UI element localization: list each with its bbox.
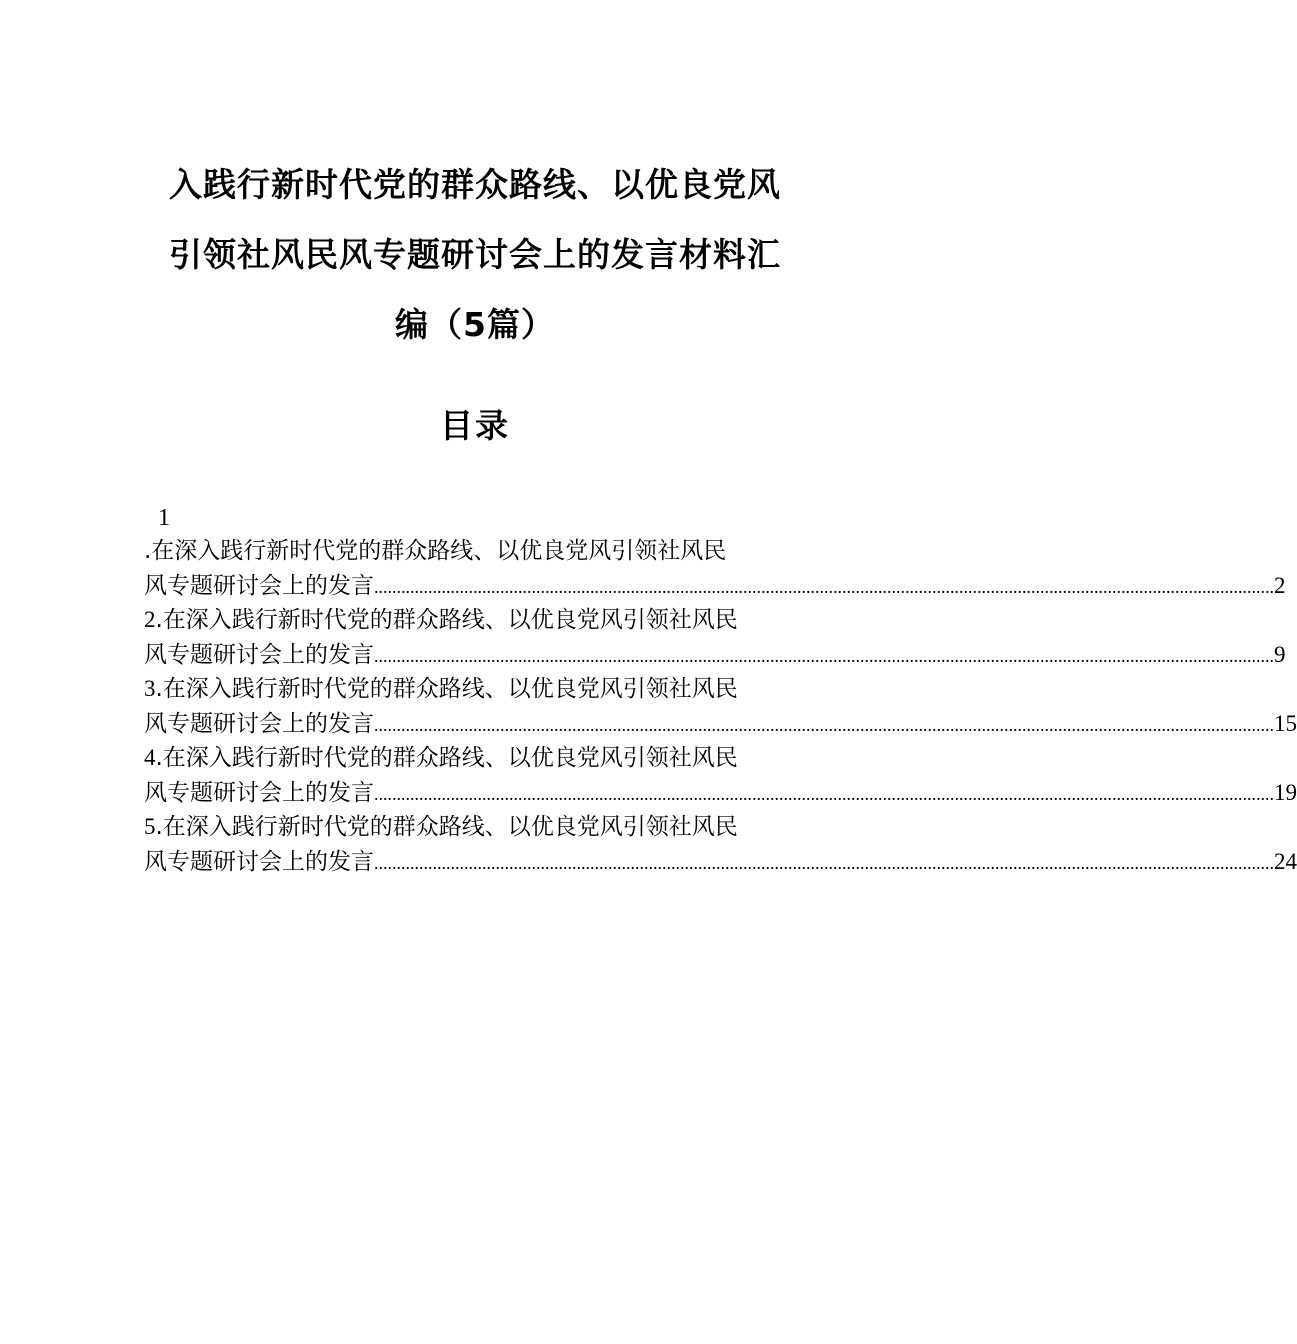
toc-entry-4-leader: ........................................................................................................................................................................................................ — [374, 783, 1274, 804]
toc-entry-5-line2 — [144, 845, 1297, 880]
toc-entry-5[interactable] — [144, 810, 1297, 879]
toc-entry-2-leader: ........................................................................................................................................................................................................ — [374, 645, 1274, 666]
toc-entry-3-number: 3 — [144, 676, 156, 701]
toc-entry-1-title: .在深入践行新时代党的群众路线、以优良党风引领社风民 — [144, 538, 727, 564]
toc-entry-2-line1 — [144, 603, 806, 638]
toc-entry-4-line2 — [144, 776, 1297, 811]
toc-entry-4-number: 4 — [144, 745, 156, 770]
toc-entry-3-page: 15 — [1274, 710, 1297, 736]
toc-entry-2[interactable] — [144, 603, 1286, 672]
toc-entry-1-line2 — [144, 569, 1286, 604]
toc-entry-1-leader: ........................................................................................................................................................................................................ — [374, 576, 1274, 597]
toc-entry-5-number: 5 — [144, 814, 156, 839]
toc-entry-4-page: 19 — [1274, 779, 1297, 805]
toc-entry-2-number: 2 — [144, 607, 156, 632]
toc-entry-3-leader: ........................................................................................................................................................................................................ — [374, 714, 1274, 735]
toc-entry-3[interactable] — [144, 672, 1297, 741]
title-line-3: 编（5篇） — [395, 305, 555, 344]
toc-entry-2-title: .在深入践行新时代党的群众路线、以优良党风引领社风民 — [155, 607, 738, 633]
toc-entry-5-title-cont: 风专题研讨会上的发言 — [144, 848, 374, 875]
toc-entry-1[interactable] — [144, 534, 1286, 603]
toc-heading: 目录 — [440, 406, 510, 445]
toc-entry-4-title: .在深入践行新时代党的群众路线、以优良党风引领社风民 — [155, 745, 738, 771]
toc-entry-3-title: .在深入践行新时代党的群众路线、以优良党风引领社风民 — [155, 676, 738, 702]
toc-entry-2-page: 9 — [1274, 641, 1286, 667]
toc-entry-5-line1 — [144, 810, 806, 845]
toc-entry-3-title-cont: 风专题研讨会上的发言 — [144, 710, 374, 737]
toc-entry-4-title-cont: 风专题研讨会上的发言 — [144, 779, 374, 806]
document-title — [140, 150, 810, 360]
toc-entry-3-line2 — [144, 707, 1297, 742]
toc-entry-1-number: 1 — [158, 505, 170, 531]
toc-entry-5-leader: ........................................................................................................................................................................................................ — [374, 852, 1274, 873]
title-line-2: 引领社风民风专题研讨会上的发言材料汇 — [169, 235, 781, 274]
title-line-1: 入践行新时代党的群众路线、以优良党风 — [169, 165, 781, 204]
toc-entry-3-line1 — [144, 672, 806, 707]
toc-entry-1-title-cont: 风专题研讨会上的发言 — [144, 572, 374, 599]
toc-entry-5-page: 24 — [1274, 848, 1297, 874]
toc-entry-5-title: .在深入践行新时代党的群众路线、以优良党风引领社风民 — [155, 814, 738, 840]
toc-entry-2-line2 — [144, 638, 1286, 673]
toc-entry-1-page: 2 — [1274, 572, 1286, 598]
toc-entry-1-line1 — [144, 534, 806, 569]
toc-entry-4-line1 — [144, 741, 806, 776]
toc-entry-4[interactable] — [144, 741, 1297, 810]
table-of-contents — [144, 502, 1297, 879]
toc-entry-2-title-cont: 风专题研讨会上的发言 — [144, 641, 374, 668]
